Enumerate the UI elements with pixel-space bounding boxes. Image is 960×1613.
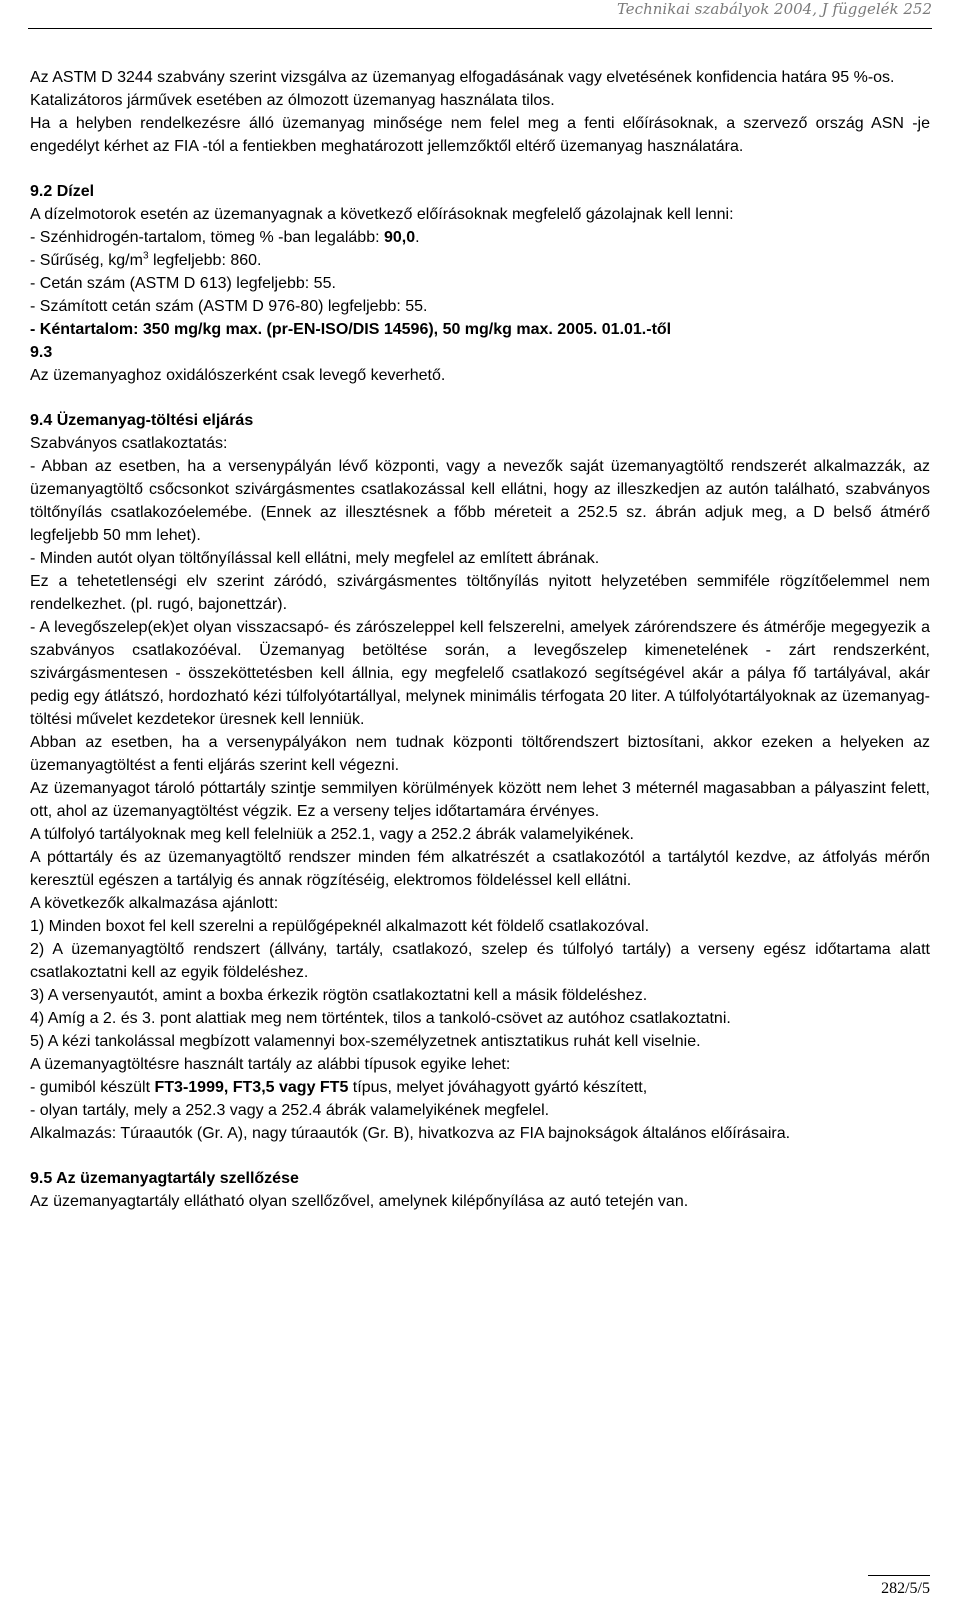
spec-item: - Sűrűség, $kg/m^3$ legfeljebb: 860. — [30, 250, 262, 269]
list-item: 4) Amíg a 2. és 3. pont alattiak meg nem történtek, tilos a tankoló-csövet az autóhoz csatlakoztatni. — [30, 1010, 731, 1027]
spacer — [30, 387, 930, 409]
section-heading-9-3: 9.3 — [30, 344, 53, 361]
list-item: 1) Minden boxot fel kell szerelni a repülőgépeknél alkalmazott két földelő csatlakozóval. — [30, 918, 650, 935]
paragraph: Abban az esetben, ha a versenypályákon nem tudnak központi töltőrendszert biztosítani, akkor ezeken a helyeken az üzemanyagtöltést a fenti eljárás szerint kell végezni. — [30, 734, 930, 774]
spacer — [30, 158, 930, 180]
paragraph: Ez a tehetetlenségi elv szerint záródó, szivárgásmentes töltőnyílás nyitott helyzetében semmiféle rögzítőelemmel nem rendelkezhet. (pl. rugó, bajonettzár). — [30, 573, 930, 613]
section-heading-9-5: 9.5 Az üzemanyagtartály szellőzése — [30, 1170, 299, 1187]
section-heading-9-2: 9.2 Dízel — [30, 183, 95, 200]
paragraph: A túlfolyó tartályoknak meg kell felelniük a 252.1, vagy a 252.2 ábrák valamelyikének. — [30, 826, 634, 843]
paragraph: - A levegőszelep(ek)et olyan visszacsapó- és zárószeleppel kell felszerelni, amelyek zárórendszere és átmérője megegyezik a szabványos csatlakozóéval. Üzemanyag betöltése során, a levegőszelep kimenetelének - zárt rendszerként, szivárgásmentesen - összeköttetésben kell állnia, egy megfelelő csatlakozó segítségével akár a pálya fő tartályával, akár pedig egy átlátszó, hordozható kézi túlfolyótartállyal, melynek minimális térfogata 20 liter. A túlfolyótartályoknak az üzemanyag-töltési művelet kezdetekor üresnek kell lenniük. — [30, 619, 930, 728]
list-item: 5) A kézi tankolással megbízott valamennyi box-személyzetnek antisztatikus ruhát kell viselnie. — [30, 1033, 701, 1050]
paragraph: Az üzemanyagot tároló póttartály szintje semmilyen körülmények között nem lehet 3 méternél magasabban a pályaszint felett, ott, ahol az üzemanyagtöltést végzik. Ez a verseny teljes időtartamára érvényes. — [30, 780, 930, 820]
list-item: 3) A versenyautót, amint a boxba érkezik rögtön csatlakoztatni kell a másik földeléshez. — [30, 987, 648, 1004]
paragraph: Az ASTM D 3244 szabvány szerint vizsgálva az üzemanyag elfogadásának vagy elvetésének konfidencia határa 95 %-os. — [30, 69, 895, 86]
paragraph: A következők alkalmazása ajánlott: — [30, 895, 279, 912]
document-body — [30, 66, 930, 1213]
spec-item: - Szénhidrogén-tartalom, tömeg % -ban legalább: 90,0. — [30, 229, 420, 246]
footer-rule — [868, 1575, 930, 1576]
spec-item: - Kéntartalom: 350 mg/kg max. (pr-EN-ISO/DIS 14596), 50 mg/kg max. 2005. 01.01.-től — [30, 321, 672, 338]
paragraph: Alkalmazás: Túraautók (Gr. A), nagy túraautók (Gr. B), hivatkozva az FIA bajnokságok általános előírásaira. — [30, 1125, 791, 1142]
spacer — [30, 1145, 930, 1167]
paragraph: - Minden autót olyan töltőnyílással kell ellátni, mely megfelel az említett ábrának. — [30, 550, 600, 567]
paragraph: A dízelmotorok esetén az üzemanyagnak a következő előírásoknak megfelelő gázolajnak kell lenni: — [30, 206, 734, 223]
header-rule — [28, 28, 932, 29]
spec-item: - Cetán szám (ASTM D 613) legfeljebb: 55. — [30, 275, 336, 292]
paragraph: Az üzemanyaghoz oxidálószerként csak levegő keverhető. — [30, 367, 446, 384]
paragraph: Ha a helyben rendelkezésre álló üzemanyag minősége nem felel meg a fenti előírásoknak, a szervező ország ASN -je engedélyt kérhet az FIA -tól a fentiekben meghatározott jellemzőktől eltérő üzemanyag használatára. — [30, 115, 930, 155]
section-heading-9-4: 9.4 Üzemanyag-töltési eljárás — [30, 412, 254, 429]
paragraph: Szabványos csatlakoztatás: — [30, 435, 228, 452]
running-header: Technikai szabályok 2004, J függelék 252 — [616, 0, 932, 18]
list-item: - olyan tartály, mely a 252.3 vagy a 252.4 ábrák valamelyikének megfelel. — [30, 1102, 550, 1119]
page-number: 282/5/5 — [881, 1580, 930, 1597]
spec-item: - Számított cetán szám (ASTM D 976-80) legfeljebb: 55. — [30, 298, 428, 315]
list-item: - gumiból készült FT3-1999, FT3,5 vagy FT5 típus, melyet jóváhagyott gyártó készített, — [30, 1079, 648, 1096]
list-item: 2) A üzemanyagtöltő rendszert (állvány, tartály, csatlakozó, szelep és túlfolyó tartály) a verseny egész időtartama alatt csatlakoztatni kell az egyik földeléshez. — [30, 941, 930, 981]
paragraph: Katalizátoros járművek esetében az ólmozott üzemanyag használata tilos. — [30, 92, 555, 109]
paragraph: - Abban az esetben, ha a versenypályán lévő központi, vagy a nevezők saját üzemanyagtöltő rendszerét alkalmazzák, az üzemanyagtöltő csőcsonkot szivárgásmentes csatlakozással kell ellátni, hogy az illeszkedjen az autón található, szabványos töltőnyílás csatlakozóelemébe. (Ennek az illesztésnek a főbb méreteit a 252.5 sz. ábrán adjuk meg, a D belső átmérő legfeljebb 50 mm lehet). — [30, 458, 930, 544]
paragraph: A üzemanyagtöltésre használt tartály az alábbi típusok egyike lehet: — [30, 1056, 511, 1073]
paragraph: Az üzemanyagtartály ellátható olyan szellőzővel, amelynek kilépőnyílása az autó tetején van. — [30, 1193, 689, 1210]
paragraph: A póttartály és az üzemanyagtöltő rendszer minden fém alkatrészét a csatlakozótól a tartálytól kezdve, az átfolyás mérőn keresztül egészen a tartályig és annak rögzítéséig, elektromos földeléssel kell ellátni. — [30, 849, 930, 889]
